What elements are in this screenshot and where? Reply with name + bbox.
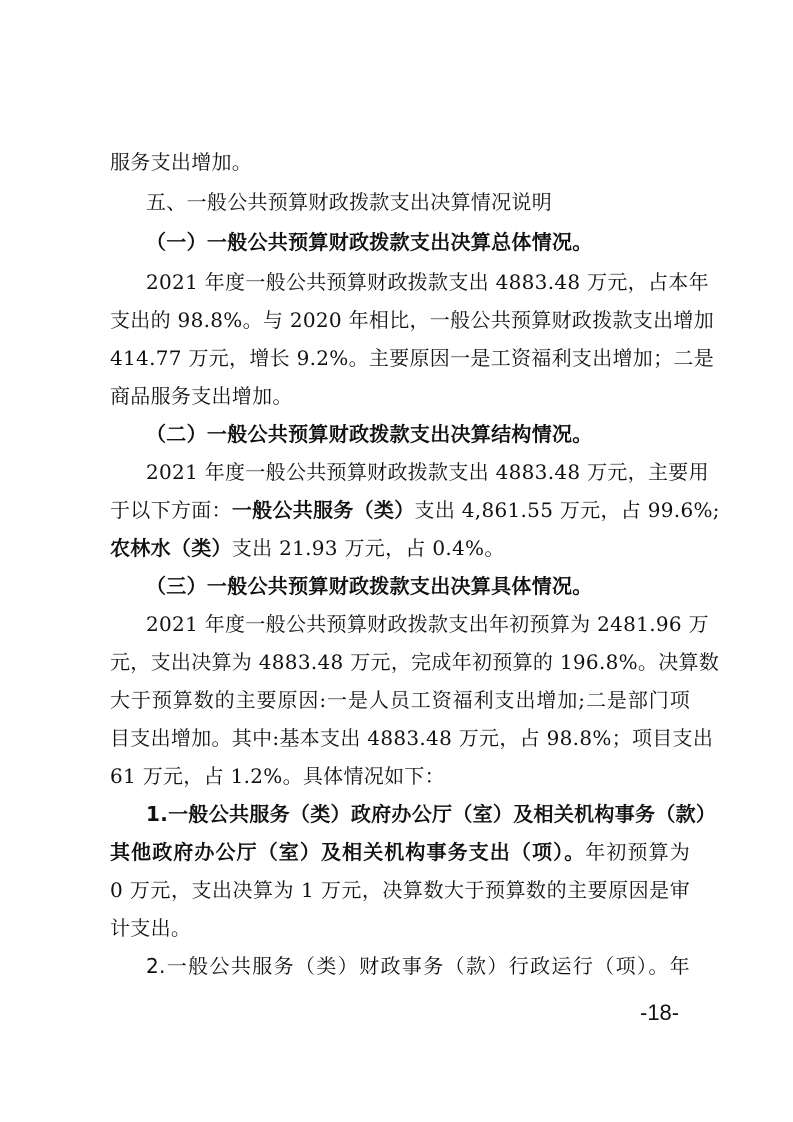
text-segment: 于以下方面： — [110, 498, 232, 522]
text-segment: 支出 4,861.55 万元，占 99.6%; — [414, 498, 720, 522]
text-line: 目支出增加。其中:基本支出 4883.48 万元，占 98.8%；项目支出 — [110, 726, 714, 750]
text-line: 大于预算数的主要原因:一是人员工资福利支出增加;二是部门项 — [110, 688, 690, 712]
page-number: -18- — [640, 1000, 680, 1025]
item-heading: 其他政府办公厅（室）及相关机构事务支出（项）。 — [110, 840, 586, 864]
text-line: 元，支出决算为 4883.48 万元，完成年初预算的 196.8%。决算数 — [110, 650, 720, 674]
text-line: 0 万元，支出决算为 1 万元，决算数大于预算数的主要原因是审 — [110, 878, 690, 902]
item-heading: 2.一般公共服务（类）财政事务（款）行政运行（项） — [146, 954, 649, 978]
text-segment: 。年 — [648, 954, 690, 978]
text-line: 2021 年度一般公共预算财政拨款支出 4883.48 万元，主要用 — [146, 460, 709, 484]
category-label: 农林水（类） — [110, 536, 232, 560]
text-line — [146, 952, 690, 980]
text-line — [110, 838, 690, 866]
text-segment: 支出 21.93 万元，占 0.4%。 — [231, 536, 505, 560]
text-line: 414.77 万元，增长 9.2%。主要原因一是工资福利支出增加；二是 — [110, 346, 715, 370]
text-line — [110, 496, 720, 524]
subsection-heading: （二）一般公共预算财政拨款支出决算结构情况。 — [146, 422, 593, 446]
text-line — [110, 534, 690, 562]
text-line: 2021 年度一般公共预算财政拨款支出年初预算为 2481.96 万 — [146, 612, 709, 636]
text-line: 支出的 98.8%。与 2020 年相比，一般公共预算财政拨款支出增加 — [110, 308, 715, 332]
section-heading: 五、一般公共预算财政拨款支出决算情况说明 — [146, 190, 552, 214]
subsection-heading: （一）一般公共预算财政拨款支出决算总体情况。 — [146, 230, 593, 254]
text-segment: 年初预算为 — [585, 840, 690, 864]
text-line: 2021 年度一般公共预算财政拨款支出 4883.48 万元，占本年 — [146, 270, 709, 294]
subsection-heading: （三）一般公共预算财政拨款支出决算具体情况。 — [146, 574, 593, 598]
text-line: 计支出。 — [110, 916, 192, 940]
text-line: 商品服务支出增加。 — [110, 384, 293, 408]
item-heading: 1.一般公共服务（类）政府办公厅（室）及相关机构事务（款） — [146, 802, 717, 826]
category-label: 一般公共服务（类） — [231, 498, 415, 522]
text-line: 61 万元，占 1.2%。具体情况如下： — [110, 764, 445, 788]
text-line: 服务支出增加。 — [110, 150, 253, 174]
